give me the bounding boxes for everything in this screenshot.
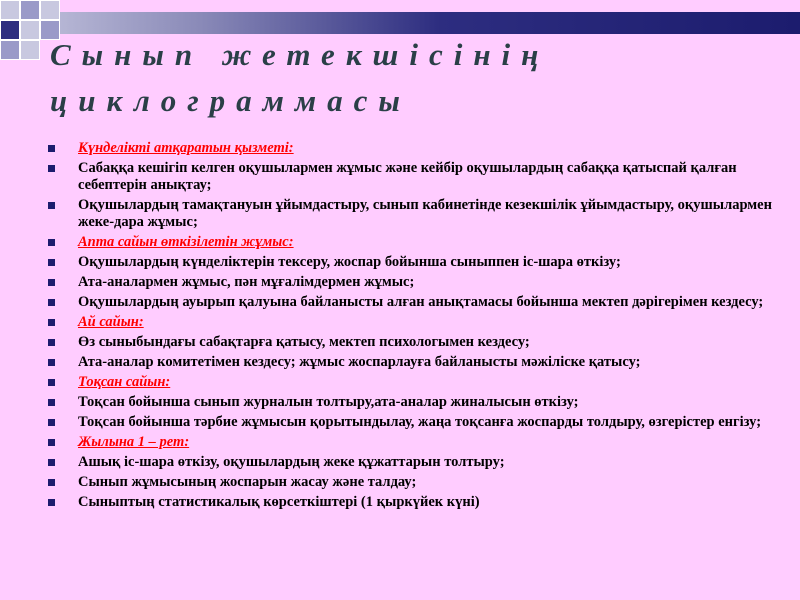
- bullet-list: [48, 140, 778, 514]
- square-bullet-icon: [48, 299, 55, 306]
- item-text: Тоқсан сайын:: [78, 374, 171, 390]
- item-text: Тоқсан бойынша тәрбие жұмысын қорытындылау, жаңа тоқсанға жоспарды толдыру, өзгерістер енгізу;: [78, 414, 762, 430]
- item-text: Сыныптың статистикалық көрсеткіштері (1 қыркүйек күні): [78, 494, 480, 510]
- item-text: Өз сыныбындағы сабақтарға қатысу, мектеп психологымен кездесу;: [78, 334, 530, 350]
- section-heading: [48, 374, 778, 391]
- square-bullet-icon: [48, 279, 55, 286]
- square-bullet-icon: [48, 259, 55, 266]
- list-item: [48, 334, 778, 351]
- list-item: [48, 474, 778, 491]
- header-band: [0, 12, 800, 34]
- list-item: [48, 197, 778, 231]
- square-bullet-icon: [48, 399, 55, 406]
- square-bullet-icon: [48, 165, 55, 172]
- square-bullet-icon: [48, 239, 55, 246]
- item-text: Ай сайын:: [78, 314, 144, 330]
- square-bullet-icon: [48, 379, 55, 386]
- list-item: [48, 160, 778, 194]
- square-bullet-icon: [48, 419, 55, 426]
- item-text: Сабаққа кешігіп келген оқушылармен жұмыс және кейбір оқушылардың сабаққа қатыспай қалған себептерін анықтау;: [78, 160, 737, 193]
- square-bullet-icon: [48, 339, 55, 346]
- item-text: Ата-аналар комитетімен кездесу; жұмыс жоспарлауға байланысты мәжіліске қатысу;: [78, 354, 641, 370]
- list-item: [48, 254, 778, 271]
- item-text: Жылына 1 – рет:: [78, 434, 190, 450]
- section-heading: [48, 314, 778, 331]
- list-item: [48, 354, 778, 371]
- square-bullet-icon: [48, 459, 55, 466]
- section-heading: [48, 140, 778, 157]
- item-text: Ата-аналармен жұмыс, пән мұғалімдермен жұмыс;: [78, 274, 415, 290]
- section-heading: [48, 434, 778, 451]
- title-line-2: циклограммасы: [50, 83, 411, 118]
- square-bullet-icon: [48, 359, 55, 366]
- list-item: [48, 414, 778, 431]
- item-text: Оқушылардың тамақтануын ұйымдастыру, сынып кабинетінде кезекшілік ұйымдастыру, оқушылармен жеке-дара жұмыс;: [78, 197, 772, 230]
- item-text: Сынып жұмысының жоспарын жасау және талдау;: [78, 474, 417, 490]
- list-item: [48, 454, 778, 471]
- square-bullet-icon: [48, 439, 55, 446]
- slide-title: [50, 32, 770, 124]
- list-item: [48, 494, 778, 511]
- list-item: [48, 274, 778, 291]
- square-bullet-icon: [48, 145, 55, 152]
- item-text: Апта сайын өткізілетін жұмыс:: [78, 234, 294, 250]
- square-bullet-icon: [48, 319, 55, 326]
- square-bullet-icon: [48, 499, 55, 506]
- section-heading: [48, 234, 778, 251]
- item-text: Оқушылардың ауырып қалуына байланысты алған анықтамасы бойынша мектеп дәрігерімен кездесу;: [78, 294, 764, 310]
- item-text: Ашық іс-шара өткізу, оқушылардың жеке құжаттарын толтыру;: [78, 454, 505, 470]
- item-text: Оқушылардың күнделіктерін тексеру, жоспар бойынша сыныппен іс-шара өткізу;: [78, 254, 621, 270]
- square-bullet-icon: [48, 479, 55, 486]
- item-text: Тоқсан бойынша сынып журналын толтыру,ата-аналар жиналысын өткізу;: [78, 394, 579, 410]
- title-line-1: Сынып жетекшісінің: [50, 37, 550, 72]
- item-text: Күнделікті атқаратын қызметі:: [78, 140, 294, 156]
- square-bullet-icon: [48, 202, 55, 209]
- list-item: [48, 294, 778, 311]
- list-item: [48, 394, 778, 411]
